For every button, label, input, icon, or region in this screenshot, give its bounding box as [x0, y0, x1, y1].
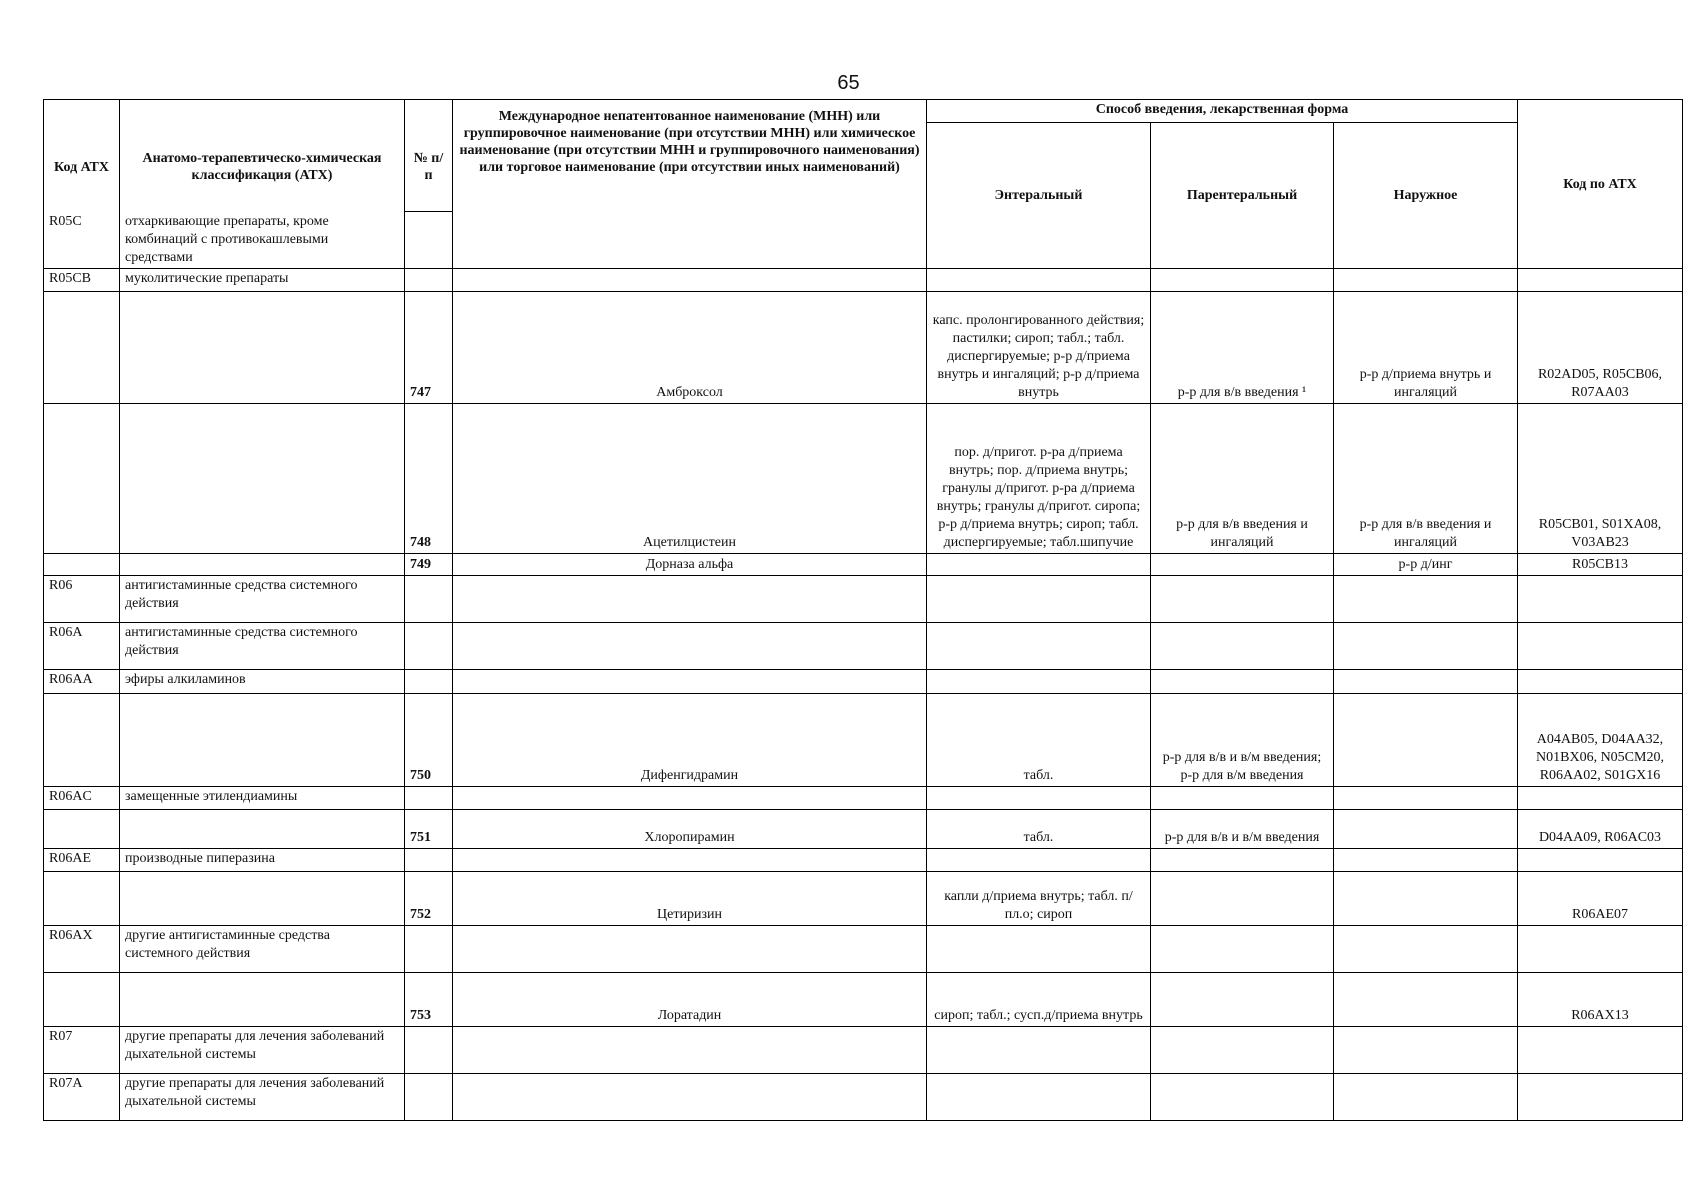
group-code: R06AA	[44, 670, 120, 694]
group-row	[44, 849, 1683, 872]
empty-cell	[1151, 670, 1334, 694]
group-code: R06AX	[44, 926, 120, 973]
empty-cell	[1334, 623, 1518, 670]
header-external: Наружное	[1334, 123, 1518, 269]
empty-cell	[927, 1074, 1151, 1121]
drug-atx-code: D04AA09, R06AC03	[1518, 810, 1683, 849]
page-number: 65	[837, 72, 860, 94]
drug-external	[1334, 810, 1518, 849]
empty-cell	[1334, 1027, 1518, 1074]
group-code: R07A	[44, 1074, 120, 1121]
drug-atx-code: R02AD05, R05CB06, R07AA03	[1518, 292, 1683, 404]
drug-external: р-р д/инг	[1334, 554, 1518, 576]
drug-parenteral	[1151, 872, 1334, 926]
empty-cell	[453, 576, 927, 623]
empty-code-cell	[44, 404, 120, 554]
empty-cell	[405, 576, 453, 623]
header-enteral: Энтеральный	[927, 123, 1151, 269]
empty-cell	[405, 623, 453, 670]
drug-external	[1334, 872, 1518, 926]
empty-name-cell	[120, 404, 405, 554]
empty-name-cell	[120, 872, 405, 926]
drug-row	[44, 810, 1683, 849]
drug-parenteral	[1151, 554, 1334, 576]
empty-cell	[453, 849, 927, 872]
drug-atx-code: A04AB05, D04AA32, N01BX06, N05CM20, R06AA02, S01GX16	[1518, 694, 1683, 787]
drug-parenteral: р-р для в/в и в/м введения	[1151, 810, 1334, 849]
empty-cell	[1151, 926, 1334, 973]
drug-enteral: сироп; табл.; сусп.д/приема внутрь	[927, 973, 1151, 1027]
group-name: другие препараты для лечения заболеваний дыхательной системы	[120, 1027, 405, 1074]
empty-cell	[927, 926, 1151, 973]
drug-row	[44, 973, 1683, 1027]
header-code-atx	[44, 100, 120, 123]
empty-cell	[927, 269, 1151, 292]
drug-inn: Цетиризин	[453, 872, 927, 926]
empty-cell	[1334, 926, 1518, 973]
empty-cell	[1151, 849, 1334, 872]
drug-inn: Лоратадин	[453, 973, 927, 1027]
drug-external	[1334, 973, 1518, 1027]
empty-cell	[1518, 269, 1683, 292]
empty-cell	[405, 849, 453, 872]
empty-cell	[405, 926, 453, 973]
table-body	[44, 269, 1683, 1121]
empty-cell	[1334, 670, 1518, 694]
drug-external: р-р для в/в введения и ингаляций	[1334, 404, 1518, 554]
empty-cell	[453, 787, 927, 810]
empty-cell	[1518, 670, 1683, 694]
group-row	[44, 576, 1683, 623]
empty-cell	[405, 1027, 453, 1074]
empty-cell	[405, 1074, 453, 1121]
drug-external	[1334, 694, 1518, 787]
drug-enteral: табл.	[927, 810, 1151, 849]
drug-row	[44, 694, 1683, 787]
group-row	[44, 1074, 1683, 1121]
drug-number: 751	[405, 810, 453, 849]
group-name: производные пиперазина	[120, 849, 405, 872]
group-row	[44, 269, 1683, 292]
drug-row	[44, 292, 1683, 404]
empty-cell	[1518, 926, 1683, 973]
drug-enteral: капли д/приема внутрь; табл. п/пл.о; сироп	[927, 872, 1151, 926]
drug-row	[44, 554, 1683, 576]
empty-cell	[405, 670, 453, 694]
drug-enteral: пор. д/пригот. р-ра д/приема внутрь; пор. д/приема внутрь; гранулы д/пригот. р-ра д/приема внутрь; гранулы д/пригот. сиропа; р-р д/приема внутрь; сироп; табл. диспергируемые; табл.шипучие	[927, 404, 1151, 554]
empty-cell	[927, 623, 1151, 670]
drug-number: 752	[405, 872, 453, 926]
drug-parenteral: р-р для в/в введения и ингаляций	[1151, 404, 1334, 554]
empty-code-cell	[44, 973, 120, 1027]
group-row	[44, 623, 1683, 670]
empty-code-cell	[44, 872, 120, 926]
empty-code-cell	[44, 292, 120, 404]
empty-cell	[927, 1027, 1151, 1074]
drug-parenteral	[1151, 973, 1334, 1027]
group-code: R06A	[44, 623, 120, 670]
group-name: замещенные этилендиамины	[120, 787, 405, 810]
empty-cell	[1334, 576, 1518, 623]
header-atx-code: Код по АТХ	[1518, 100, 1683, 269]
group-code: R07	[44, 1027, 120, 1074]
drug-number: 749	[405, 554, 453, 576]
header-inn: Международное непатентованное наименование (МНН) или группировочное наименование (при отсутствии МНН) или химическое наименование (при отсутствии МНН и группировочного наименования) или торговое наименование (при отсутствии иных наименований)	[453, 100, 927, 269]
empty-name-cell	[120, 973, 405, 1027]
group-code: R06	[44, 576, 120, 623]
empty-cell	[1518, 787, 1683, 810]
empty-cell	[1518, 1027, 1683, 1074]
header-route-group: Способ введения, лекарственная форма	[927, 100, 1518, 123]
empty-cell	[1518, 576, 1683, 623]
group-code: R05CB	[44, 269, 120, 292]
drug-row	[44, 404, 1683, 554]
drug-external: р-р д/приема внутрь и ингаляций	[1334, 292, 1518, 404]
drug-parenteral: р-р для в/в и в/м введения; р-р для в/м введения	[1151, 694, 1334, 787]
empty-cell	[927, 670, 1151, 694]
empty-name-cell	[120, 292, 405, 404]
drug-enteral: капс. пролонгированного действия; пастилки; сироп; табл.; табл. диспергируемые; р-р д/приема внутрь и ингаляций; р-р д/приема внутрь	[927, 292, 1151, 404]
empty-cell	[1151, 269, 1334, 292]
drug-inn: Дифенгидрамин	[453, 694, 927, 787]
empty-cell	[453, 670, 927, 694]
empty-name-cell	[120, 554, 405, 576]
group-name: другие препараты для лечения заболеваний дыхательной системы	[120, 1074, 405, 1121]
drug-table	[43, 99, 1683, 1121]
empty-code-cell	[44, 554, 120, 576]
group-name: эфиры алкиламинов	[120, 670, 405, 694]
empty-cell	[1334, 1074, 1518, 1121]
drug-enteral	[927, 554, 1151, 576]
group-row	[44, 670, 1683, 694]
group-row	[44, 787, 1683, 810]
group-empty-cell	[405, 212, 453, 269]
empty-cell	[453, 623, 927, 670]
group-name: антигистаминные средства системного действия	[120, 576, 405, 623]
drug-inn: Амброксол	[453, 292, 927, 404]
empty-cell	[1518, 849, 1683, 872]
empty-cell	[1151, 623, 1334, 670]
group-name: антигистаминные средства системного действия	[120, 623, 405, 670]
header-code-atx-label: Код АТХ	[44, 123, 120, 212]
group-name: другие антигистаминные средства системного действия	[120, 926, 405, 973]
empty-cell	[927, 787, 1151, 810]
empty-cell	[453, 1027, 927, 1074]
empty-cell	[1334, 269, 1518, 292]
header-classification	[120, 100, 405, 123]
header-parenteral: Парентеральный	[1151, 123, 1334, 269]
header-number-label: № п/п	[405, 123, 453, 212]
drug-number: 750	[405, 694, 453, 787]
empty-cell	[1518, 1074, 1683, 1121]
empty-cell	[1334, 849, 1518, 872]
group-name: муколитические препараты	[120, 269, 405, 292]
group-code: R05C	[44, 212, 120, 269]
empty-cell	[1151, 1074, 1334, 1121]
empty-cell	[1151, 576, 1334, 623]
group-name: отхаркивающие препараты, кроме комбинаций с противокашлевыми средствами	[120, 212, 405, 269]
header-number	[405, 100, 453, 123]
empty-cell	[405, 269, 453, 292]
empty-cell	[1151, 1027, 1334, 1074]
empty-code-cell	[44, 694, 120, 787]
group-row	[44, 926, 1683, 973]
empty-cell	[927, 576, 1151, 623]
empty-code-cell	[44, 810, 120, 849]
drug-number: 753	[405, 973, 453, 1027]
empty-name-cell	[120, 694, 405, 787]
empty-cell	[1518, 623, 1683, 670]
drug-number: 748	[405, 404, 453, 554]
group-row	[44, 1027, 1683, 1074]
empty-cell	[453, 926, 927, 973]
drug-enteral: табл.	[927, 694, 1151, 787]
empty-cell	[927, 849, 1151, 872]
drug-atx-code: R06AE07	[1518, 872, 1683, 926]
drug-atx-code: R05CB01, S01XA08, V03AB23	[1518, 404, 1683, 554]
drug-inn: Дорназа альфа	[453, 554, 927, 576]
empty-cell	[1334, 787, 1518, 810]
drug-atx-code: R05CB13	[1518, 554, 1683, 576]
drug-atx-code: R06AX13	[1518, 973, 1683, 1027]
group-code: R06AC	[44, 787, 120, 810]
drug-parenteral: р-р для в/в введения ¹	[1151, 292, 1334, 404]
empty-cell	[405, 787, 453, 810]
group-code: R06AE	[44, 849, 120, 872]
drug-inn: Хлоропирамин	[453, 810, 927, 849]
drug-number: 747	[405, 292, 453, 404]
empty-name-cell	[120, 810, 405, 849]
header-classification-label: Анатомо-терапевтическо-химическая классификация (АТХ)	[120, 123, 405, 212]
drug-row	[44, 872, 1683, 926]
drug-inn: Ацетилцистеин	[453, 404, 927, 554]
table-header	[44, 100, 1683, 269]
empty-cell	[1151, 787, 1334, 810]
empty-cell	[453, 1074, 927, 1121]
empty-cell	[453, 269, 927, 292]
